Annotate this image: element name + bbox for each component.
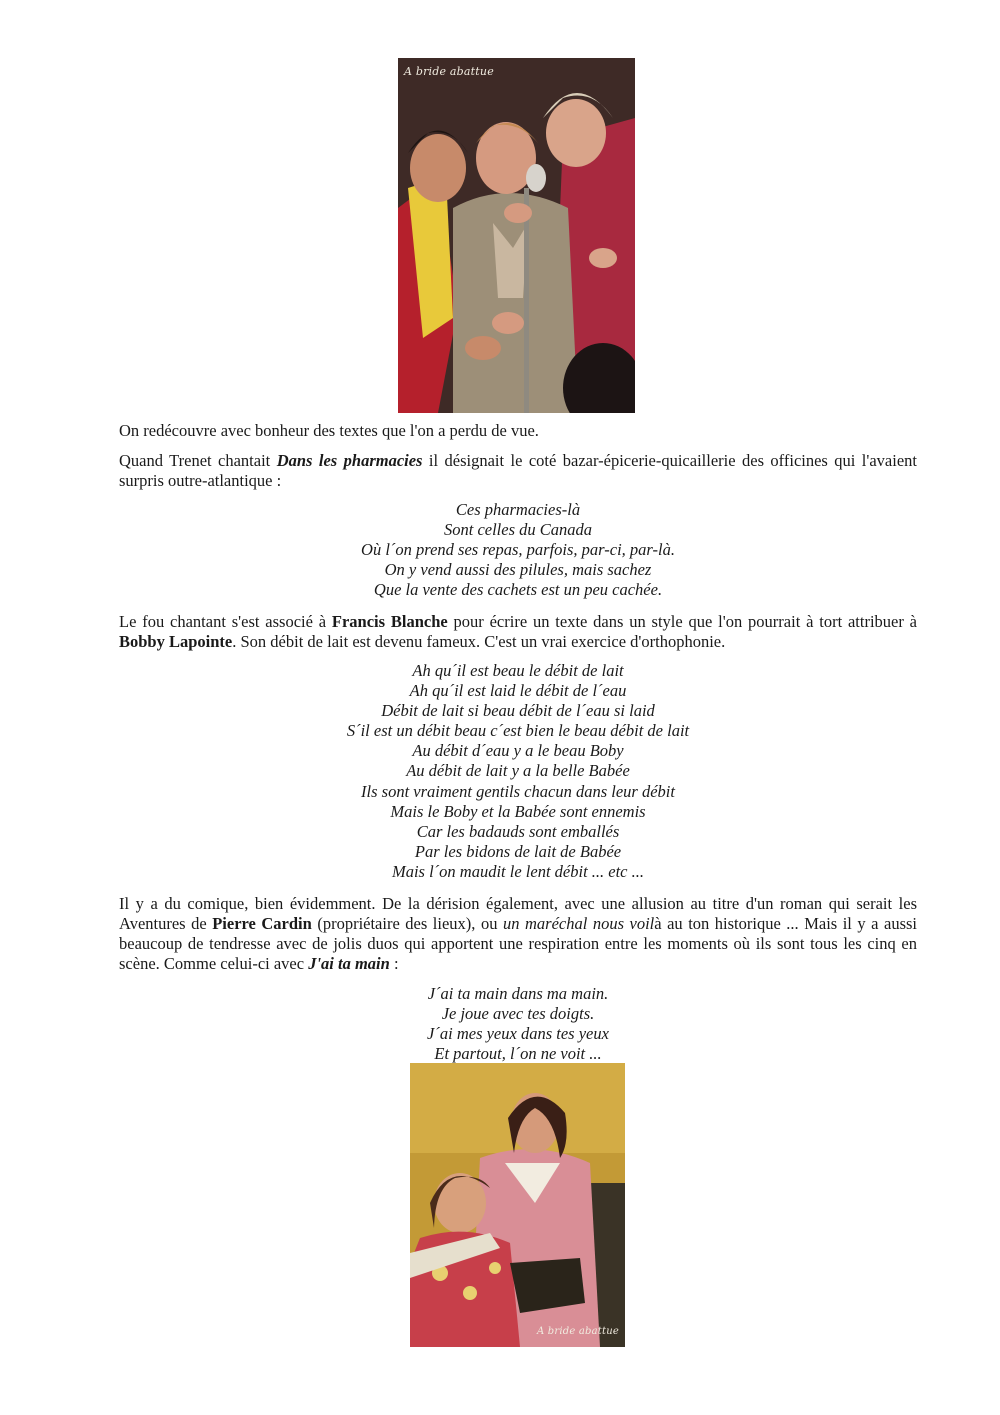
verse-line: On y vend aussi des pilules, mais sachez [384,560,652,580]
title-un-marechal: un maréchal nous voil [502,914,655,933]
photo-watermark: A bride abattue [404,65,494,78]
verse-line: Au débit de lait y a la belle Babée [406,761,630,781]
verse-line: Au débit d´eau y a le beau Boby [412,741,624,761]
verse-jai-ta-main [119,984,917,1064]
verse-line: Et partout, l´on ne voit ... [434,1044,602,1064]
verse-line: S´il est un débit beau c´est bien le beau débit de lait [346,721,690,741]
paragraph-trenet: Quand Trenet chantait Dans les pharmacies il désignait le coté bazar-épicerie-quicaillerie des officines qui l'avaient surpris outre-atlantique : [119,451,917,490]
photo-watermark: A bride abattue [537,1326,619,1337]
verse-line: Où l´on prend ses repas, parfois, par-ci, par-là. [361,540,675,560]
paragraph-comique: Il y a du comique, bien évidemment. De la dérision également, avec une allusion au titre d'un roman qui serait les Aventures de Pierre Cardin (propriétaire des lieux), ou un maréchal nous voilà au ton historique ... Mais il y a aussi beaucoup de tendresse avec de jolis duos qui apportent une respiration entre les moments où ils sont tous les cinq en scène. Comme celui-ci avec J'ai ta main : [119,894,918,973]
verse-line: Ils sont vraiment gentils chacun dans leur débit [361,781,675,801]
song-title-jai-ta-main: J'ai ta main [308,954,390,973]
name-bobby-lapointe: Bobby Lapointe [119,632,233,651]
stage-photo-duet [410,1063,625,1347]
name-francis-blanche: Francis Blanche [331,612,448,631]
duet-illustration [410,1063,625,1347]
verse-line: Ah qu´il est laid le débit de l´eau [409,681,627,701]
verse-line: Car les badauds sont emballés [416,821,620,841]
verse-line: Sont celles du Canada [443,520,593,540]
verse-line: Mais le Boby et la Babée sont ennemis [390,801,646,821]
verse-debit-de-lait [119,661,917,882]
verse-line: Ah qu´il est beau le débit de lait [412,661,624,680]
paragraph-blanche: Le fou chantant s'est associé à Francis Blanche pour écrire un texte dans un style que l'on pourrait à tort attribuer à Bobby Lapointe. Son débit de lait est devenu fameux. C'est un vrai exercice d'orthophonie. [119,612,917,651]
verse-line: Que la vente des cachets est un peu cachée. [373,580,663,600]
verse-pharmacies [119,500,917,600]
paragraph-intro: On redécouvre avec bonheur des textes que l'on a perdu de vue. [119,421,539,440]
verse-line: Mais l´on maudit le lent débit ... etc ... [391,861,645,881]
verse-line: J´ai ta main dans ma main. [427,984,609,1003]
verse-line: J´ai mes yeux dans tes yeux [427,1024,609,1044]
stage-photo-singers [398,58,635,413]
song-title-pharmacies: Dans les pharmacies [276,451,423,470]
name-pierre-cardin: Pierre Cardin [212,914,312,933]
verse-line: Débit de lait si beau débit de l´eau si laid [381,701,655,721]
verse-line: Je joue avec tes doigts. [441,1004,595,1024]
verse-line: Par les bidons de lait de Babée [414,841,622,861]
verse-line: Ces pharmacies-là [455,500,581,519]
singers-illustration [398,58,635,413]
